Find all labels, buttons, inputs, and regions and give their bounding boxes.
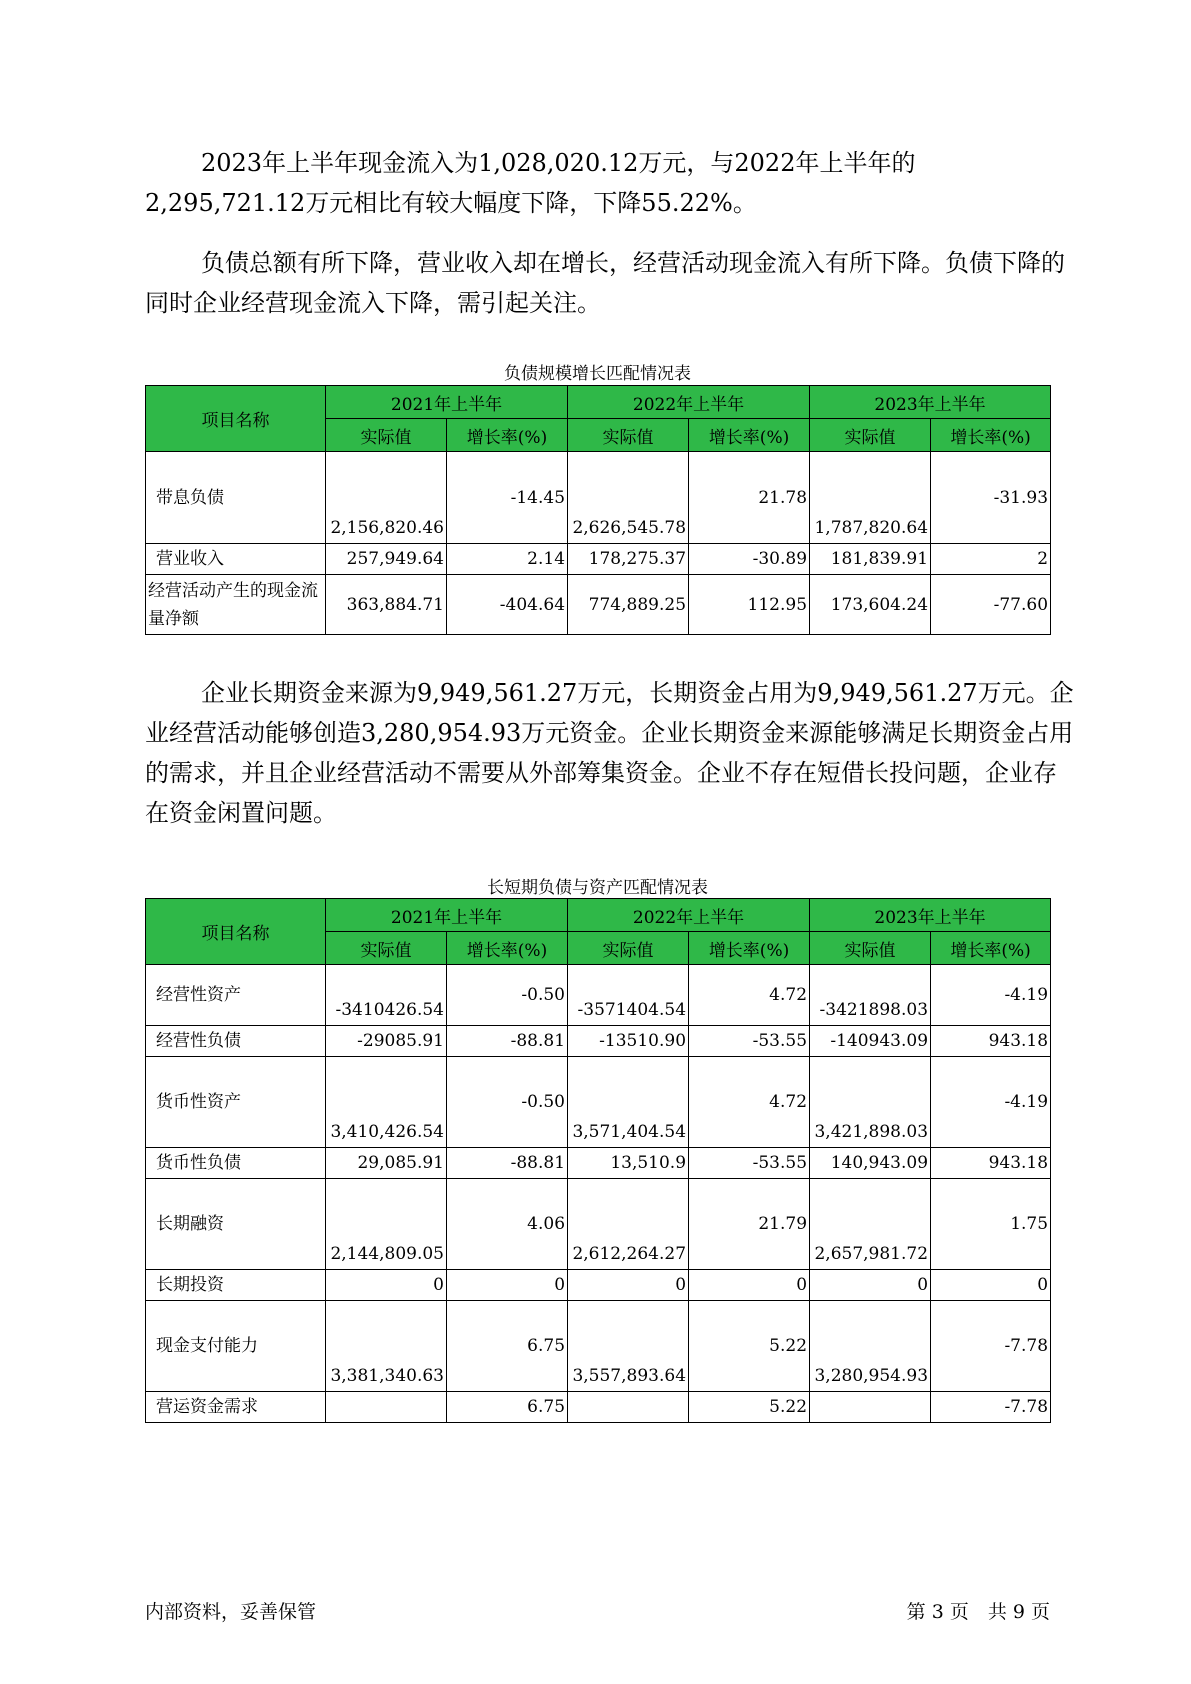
cell-value: -4.19	[931, 965, 1051, 1026]
row-name: 货币性资产	[146, 1057, 326, 1148]
cell-value: -7.78	[931, 1301, 1051, 1392]
paragraph-cash-inflow: 2023年上半年现金流入为1,028,020.12万元，与2022年上半年的2,295,721.12万元相比有较大幅度下降，下降55.22%。	[145, 149, 916, 217]
row-name: 经营活动产生的现金流量净额	[146, 575, 326, 635]
cell-value: -53.55	[689, 1148, 810, 1179]
row-name: 带息负债	[146, 452, 326, 544]
cell-value: 2,657,981.72	[810, 1179, 931, 1270]
header-year-2021: 2021年上半年	[326, 899, 568, 932]
table-row	[146, 965, 1051, 1026]
row-name: 长期投资	[146, 1270, 326, 1301]
cell-value: 2,144,809.05	[326, 1179, 447, 1270]
cell-value: 774,889.25	[568, 575, 689, 635]
cell-value: -0.50	[447, 965, 568, 1026]
cell-value: -30.89	[689, 544, 810, 575]
table-row	[146, 1148, 1051, 1179]
header-growth: 增长率(%)	[931, 419, 1051, 452]
cell-value: 3,557,893.64	[568, 1301, 689, 1392]
cell-value: 363,884.71	[326, 575, 447, 635]
cell-value: 173,604.24	[810, 575, 931, 635]
header-actual: 实际值	[810, 932, 931, 965]
cell-value: 112.95	[689, 575, 810, 635]
cell-value: 6.75	[447, 1392, 568, 1423]
table-row	[146, 1270, 1051, 1301]
row-name: 现金支付能力	[146, 1301, 326, 1392]
cell-value: 2,612,264.27	[568, 1179, 689, 1270]
cell-value: 2	[931, 544, 1051, 575]
header-year-2022: 2022年上半年	[568, 386, 810, 419]
cell-value: 257,949.64	[326, 544, 447, 575]
cell-value: 3,280,954.93	[810, 1301, 931, 1392]
cell-value: 3,421,898.03	[810, 1057, 931, 1148]
table-row	[146, 1392, 1051, 1423]
cell-value: -0.50	[447, 1057, 568, 1148]
cell-value: -3571404.54	[568, 965, 689, 1026]
cell-value: -88.81	[447, 1026, 568, 1057]
cell-value: -404.64	[447, 575, 568, 635]
cell-value: -7.78	[931, 1392, 1051, 1423]
cell-value: 4.06	[447, 1179, 568, 1270]
cell-value: 2.14	[447, 544, 568, 575]
header-actual: 实际值	[568, 932, 689, 965]
cell-value: -29085.91	[326, 1026, 447, 1057]
footer-confidential-note: 内部资料，妥善保管	[145, 1601, 317, 1623]
cell-value: 0	[931, 1270, 1051, 1301]
cell-value: 0	[326, 1270, 447, 1301]
cell-value: -77.60	[931, 575, 1051, 635]
table1-caption: 负债规模增长匹配情况表	[504, 364, 691, 384]
cell-value: 943.18	[931, 1026, 1051, 1057]
paragraph-long-term-funds: 企业长期资金来源为9,949,561.27万元，长期资金占用为9,949,561.27万元。企业经营活动能够创造3,280,954.93万元资金。企业长期资金来源能够满足长期资金占用的需求，并且企业经营活动不需要从外部筹集资金。企业不存在短借长投问题，企业存在资金闲置问题。	[145, 679, 1074, 827]
cell-value: 4.72	[689, 965, 810, 1026]
cell-value: -88.81	[447, 1148, 568, 1179]
cell-value: 5.22	[689, 1301, 810, 1392]
cell-value: 181,839.91	[810, 544, 931, 575]
table-row	[146, 1301, 1051, 1392]
table-row	[146, 1026, 1051, 1057]
cell-value: 1,787,820.64	[810, 452, 931, 544]
cell-value	[326, 1392, 447, 1423]
header-year-2022: 2022年上半年	[568, 899, 810, 932]
cell-value: 21.78	[689, 452, 810, 544]
table-row	[146, 452, 1051, 544]
header-year-2021: 2021年上半年	[326, 386, 568, 419]
cell-value: -3421898.03	[810, 965, 931, 1026]
row-name: 营业收入	[146, 544, 326, 575]
header-actual: 实际值	[326, 419, 447, 452]
header-item-name: 项目名称	[146, 899, 326, 965]
cell-value	[810, 1392, 931, 1423]
paragraph-debt-analysis: 负债总额有所下降，营业收入却在增长，经营活动现金流入有所下降。负债下降的同时企业经营现金流入下降，需引起关注。	[145, 249, 1065, 317]
cell-value: 2,156,820.46	[326, 452, 447, 544]
cell-value: -53.55	[689, 1026, 810, 1057]
cell-value: 0	[810, 1270, 931, 1301]
cell-value: -140943.09	[810, 1026, 931, 1057]
cell-value: 1.75	[931, 1179, 1051, 1270]
header-actual: 实际值	[326, 932, 447, 965]
header-growth: 增长率(%)	[689, 419, 810, 452]
cell-value: 3,571,404.54	[568, 1057, 689, 1148]
header-growth: 增长率(%)	[931, 932, 1051, 965]
cell-value: -4.19	[931, 1057, 1051, 1148]
cell-value: 6.75	[447, 1301, 568, 1392]
header-actual: 实际值	[568, 419, 689, 452]
cell-value: 2,626,545.78	[568, 452, 689, 544]
table-row	[146, 544, 1051, 575]
cell-value: 29,085.91	[326, 1148, 447, 1179]
row-name: 经营性负债	[146, 1026, 326, 1057]
cell-value: 943.18	[931, 1148, 1051, 1179]
cell-value: 0	[447, 1270, 568, 1301]
cell-value: 3,381,340.63	[326, 1301, 447, 1392]
header-year-2023: 2023年上半年	[810, 386, 1051, 419]
cell-value: -31.93	[931, 452, 1051, 544]
cell-value: -13510.90	[568, 1026, 689, 1057]
cell-value: 13,510.9	[568, 1148, 689, 1179]
cell-value: 21.79	[689, 1179, 810, 1270]
table-row	[146, 575, 1051, 635]
header-growth: 增长率(%)	[447, 419, 568, 452]
row-name: 经营性资产	[146, 965, 326, 1026]
cell-value: 3,410,426.54	[326, 1057, 447, 1148]
row-name: 货币性负债	[146, 1148, 326, 1179]
cell-value: 178,275.37	[568, 544, 689, 575]
cell-value: 0	[568, 1270, 689, 1301]
cell-value: 5.22	[689, 1392, 810, 1423]
header-item-name: 项目名称	[146, 386, 326, 452]
cell-value: 4.72	[689, 1057, 810, 1148]
cell-value	[568, 1392, 689, 1423]
cell-value: -3410426.54	[326, 965, 447, 1026]
asset-liability-table	[145, 898, 1051, 1423]
table-row	[146, 1057, 1051, 1148]
cell-value: 140,943.09	[810, 1148, 931, 1179]
cell-value: 0	[689, 1270, 810, 1301]
header-growth: 增长率(%)	[689, 932, 810, 965]
footer-page-number: 第 3 页 共 9 页	[906, 1601, 1050, 1623]
row-name: 营运资金需求	[146, 1392, 326, 1423]
header-actual: 实际值	[810, 419, 931, 452]
row-name: 长期融资	[146, 1179, 326, 1270]
table2-caption: 长短期负债与资产匹配情况表	[487, 878, 708, 898]
table-row	[146, 1179, 1051, 1270]
cell-value: -14.45	[447, 452, 568, 544]
header-year-2023: 2023年上半年	[810, 899, 1051, 932]
debt-growth-table	[145, 385, 1051, 635]
header-growth: 增长率(%)	[447, 932, 568, 965]
